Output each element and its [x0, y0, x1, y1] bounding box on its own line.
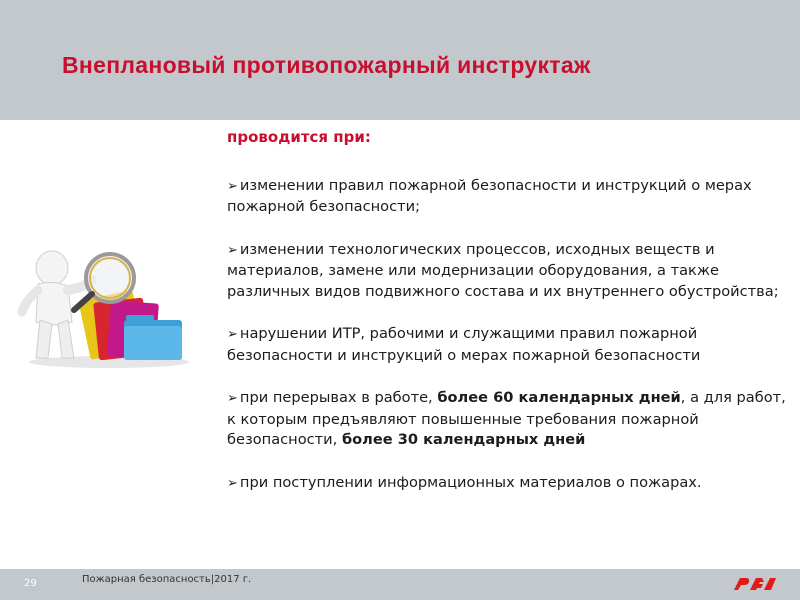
slide-title: Внеплановый противопожарный инструктаж — [62, 52, 591, 78]
arrow-bullet-icon: ➢ — [227, 391, 238, 406]
slide-content — [227, 125, 787, 516]
arrow-bullet-icon: ➢ — [227, 178, 238, 194]
bullet-bold-text: более 30 календарных дней — [341, 431, 586, 448]
person-magnifier-icon — [14, 240, 194, 370]
footer-text: Пожарная безопасность|2017 г. — [82, 574, 252, 585]
bullet-item — [227, 324, 787, 366]
bullet-text: , а для работ, к которым предъявляют повышенные требования пожарной безопасности, — [227, 389, 786, 448]
arrow-bullet-icon: ➢ — [227, 242, 238, 258]
bullet-text: изменении правил пожарной безопасности и инструкций о мерах пожарной безопасности; — [227, 176, 752, 215]
arrow-bullet-icon: ➢ — [227, 327, 238, 342]
bullet-item — [227, 473, 787, 495]
bullet-item — [227, 388, 787, 451]
arrow-bullet-icon: ➢ — [227, 475, 238, 491]
footer-band — [0, 569, 800, 600]
bullet-text: нарушении ИТР, рабочими и служащими правил пожарной безопасности и инструкций о мерах пожарной безопасности — [227, 325, 701, 364]
bullet-text: при перерывах в работе, — [239, 389, 438, 406]
rzd-logo-icon — [730, 571, 778, 597]
bullet-item — [227, 176, 787, 218]
bullet-text: изменении технологических процессов, исходных веществ и материалов, замене или модернизации оборудования, а также различных видов подвижного состава и их внутреннего обустройства; — [227, 240, 779, 300]
folders-icon — [78, 290, 182, 361]
bullet-item — [227, 240, 787, 303]
title-band — [0, 0, 800, 120]
bullet-bold-text: более 60 календарных дней — [437, 389, 681, 406]
bullet-text: при поступлении информационных материалов о пожарах. — [239, 473, 702, 491]
page-number: 29 — [24, 578, 37, 589]
lead-text: проводится при: — [227, 128, 371, 146]
